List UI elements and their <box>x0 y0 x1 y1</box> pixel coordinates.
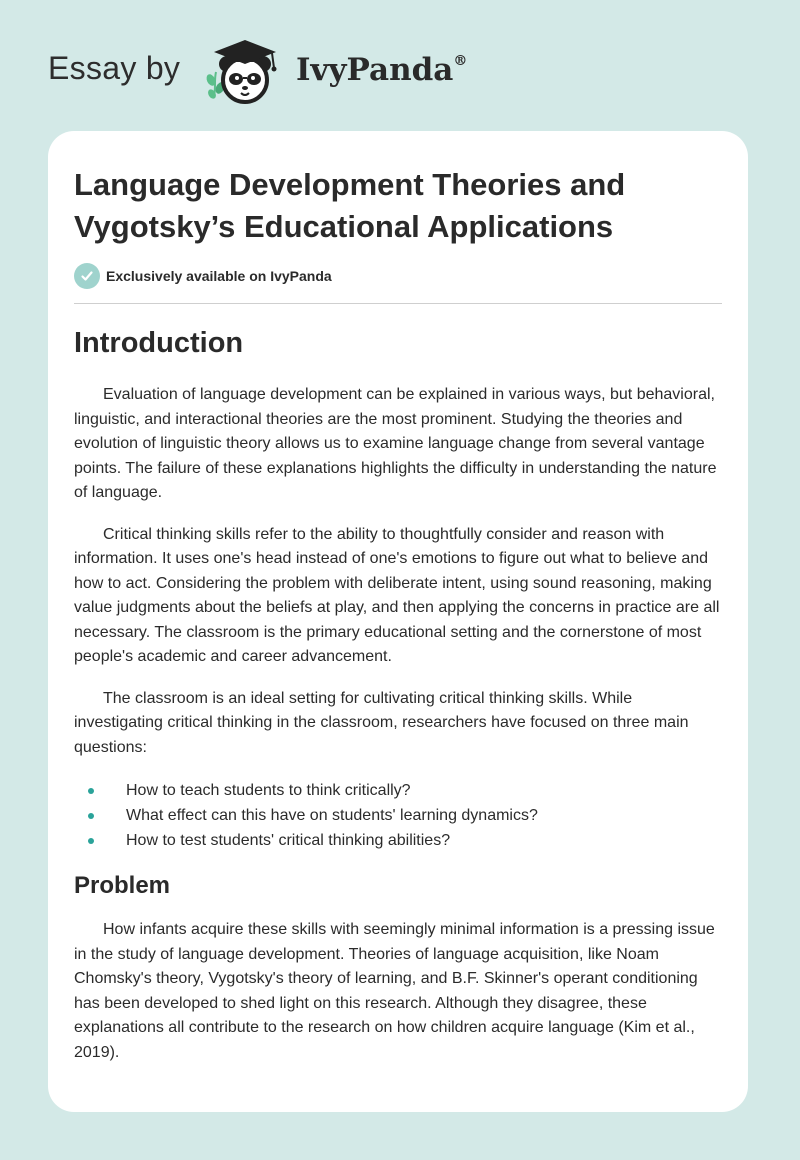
exclusive-badge-label: Exclusively available on IvyPanda <box>106 268 332 284</box>
bullet-icon <box>88 838 94 844</box>
list-item <box>74 803 724 828</box>
site-header <box>0 0 800 130</box>
exclusive-badge <box>74 263 332 289</box>
essay-title: Language Development Theories and Vygotsky’s Educational Applications <box>74 167 626 244</box>
list-item-text: How to test students' critical thinking abilities? <box>126 832 451 849</box>
essay-by-label: Essay by <box>48 50 181 86</box>
list-item-text: What effect can this have on students' learning dynamics? <box>126 807 538 824</box>
essay-body <box>74 323 724 1065</box>
body-paragraph: How infants acquire these skills with seemingly minimal information is a pressing issue in the study of language development. Theories of language acquisition, like Noam Chomsky's theory, Vygotsky's theory of learning, and B.F. Skinner's operant conditioning has been developed to shed light on this research. Although they disagree, these explanations all contribute to the research on how children acquire language (Kim et al., 2019). <box>74 921 715 1061</box>
body-paragraph: Critical thinking skills refer to the ability to thoughtfully consider and reason with information. It uses one's head instead of one's emotions to figure out what to believe and how to act. Considering the problem with deliberate intent, using sound reasoning, making value judgments about the beliefs at play, and then applying the concerns in practice are all necessary. The classroom is the primary educational setting and the cornerstone of most people's academic and career advancement. <box>74 525 720 665</box>
body-paragraph: Evaluation of language development can be explained in various ways, but behavioral, linguistic, and interactional theories are the most prominent. Studying the theories and evolution of linguistic theory allows us to examine language change from several vantage points. The failure of these explanations highlights the difficulty in understanding the nature of language. <box>74 386 717 501</box>
checkmark-icon <box>74 263 100 289</box>
introduction-heading: Introduction <box>74 327 244 359</box>
brand-text: IvyPanda <box>296 52 454 88</box>
brand-name[interactable] <box>296 52 467 88</box>
list-item-text: How to teach students to think critically? <box>126 782 411 799</box>
registered-mark: ® <box>453 52 468 69</box>
title-divider <box>74 303 722 304</box>
questions-list <box>74 778 724 853</box>
problem-heading: Problem <box>74 872 171 899</box>
bullet-icon <box>88 813 94 819</box>
list-item <box>74 778 724 803</box>
bullet-icon <box>88 788 94 794</box>
body-paragraph: The classroom is an ideal setting for cultivating critical thinking skills. While investigating critical thinking in the classroom, researchers have focused on three main questions: <box>74 689 689 756</box>
essay-card <box>48 131 748 1112</box>
panda-logo-icon[interactable] <box>200 36 290 108</box>
list-item <box>74 828 724 853</box>
